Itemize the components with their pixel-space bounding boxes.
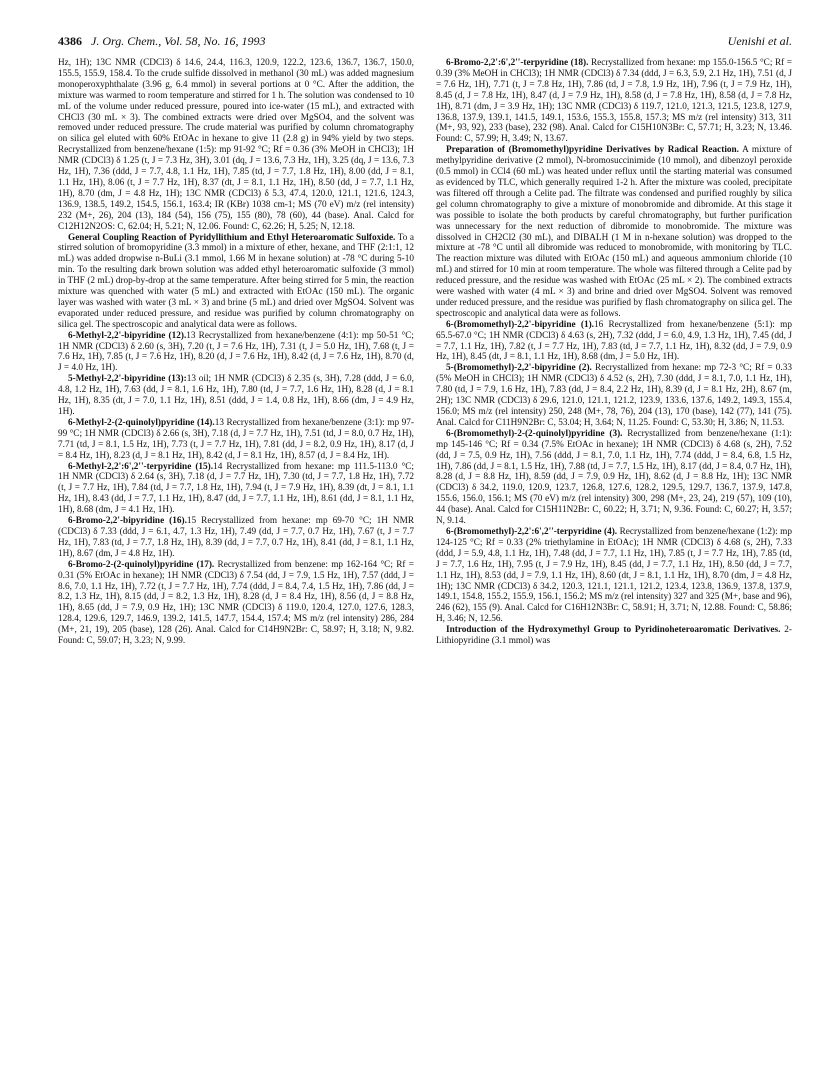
paragraph-heading: 6-Bromo-2-(2-quinolyl)pyridine (17). [68,559,215,570]
paragraph-text: 16 Recrystallized from hexane/benzene (5:1): mp 65.5-67.0 °C; 1H NMR (CDCl3) δ 4.63 (s, 2H), 7.32 (ddd, J = 6.0, 4.9, 1.3 Hz, 1H), 7.45 (dd, J = 7.7, 1.1 Hz, 1H), 7.82 (t, J = 7.7 Hz, 1H), 7.83 (td, J = 7.7, 1.1 Hz, 1H), 8.32 (dd, J = 7.9, 0.9 Hz, 1H), 8.45 (dt, J = 8.1, 1.1 Hz, 1H), 8.68 (dm, J = 5.0 Hz, 1H). [436,319,792,363]
paragraph-text: 2-Lithiopyridine (3.1 mmol) was [436,625,792,647]
paragraph-heading: 6-Bromo-2,2':6',2''-terpyridine (18). [446,58,589,68]
paragraph [436,145,792,320]
paragraph [58,58,414,233]
paragraph-heading: 5-Methyl-2,2'-bipyridine (13): [68,374,187,385]
paragraph-heading: Introduction of the Hydroxymethyl Group to Pyridinoheteroaromatic Derivatives. [446,625,781,636]
paragraph-heading: 6-Methyl-2,2'-bipyridine (12). [68,330,187,341]
running-authors: Uenishi et al. [727,34,792,48]
journal-citation: J. Org. Chem., Vol. 58, No. 16, 1993 [91,34,266,48]
paragraph-heading: 6-(Bromomethyl)-2,2':6',2''-terpyridine (4). [446,526,618,537]
paragraph [436,363,792,428]
paragraph-text: Recrystallized from hexane: mp 72-3 °C; Rf = 0.33 (5% MeOH in CHCl3); 1H NMR (CDCl3) δ 4.52 (s, 2H), 7.30 (ddd, J = 8.1, 7.0, 1.1 Hz, 1H), 7.80 (td, J = 7.9, 1.6 Hz, 1H), 7.83 (dd, J = 8.4, 2.2 Hz, 1H), 8.39 (d, J = 8.1 Hz, 2H), 8.67 (m, 2H); 13C NMR (CDCl3) δ 29.6, 121.0, 121.1, 121.2, 123.9, 133.6, 137.6, 149.2, 149.3, 155.4, 156.0; MS m/z (rel intensity) 250, 248 (M+, 78, 76), 204 (13), 170 (base), 142 (77), 141 (75). Anal. Calcd for C11H9N2Br: C, 53.04; H, 3.64; N, 11.25. Found: C, 53.30; H, 3.86; N, 11.53. [436,363,792,428]
right-column [436,58,792,647]
paragraph-text: To a stirred solution of bromopyridine (3.3 mmol) in a mixture of ether, hexane, and THF (2:1:1, 12 mL) was added dropwise n-BuLi (3.1 mmol, 1.66 M in hexane solution) at -78 °C during 5-10 min. To the resulting dark brown solution was added ethyl heteroaromatic sulfoxide (3 mmol) in THF (2 mL) drop-by-drop at the same temperature. After being stirred for 5 min, the reaction mixture was quenched with water (5 mL) and extracted with EtOAc (150 mL). The organic layer was washed with water (3 mL × 3) and brine (5 mL) and dried over MgSO4. Solvent was evaporated under reduced pressure, and residue was purified by column chromatography on silica gel. The spectroscopic and analytical data were as follows. [58,232,414,330]
paragraph-text: Hz, 1H); 13C NMR (CDCl3) δ 14.6, 24.4, 116.3, 120.9, 122.2, 123.6, 136.7, 136.7, 150.0, 155.5, 155.9, 158.4. To the crude sulfide dissolved in methanol (30 mL) was added magnesium monoperoxyphthalate (3.96 g, 6.4 mmol) in several portions at 0 °C. After the addition, the mixture was warmed to room temperature and stirred for 1 h. The solution was condensed to 10 mL of the volume under reduced pressure, poured into ice-water (15 mL), and extracted with CHCl3 (30 mL × 3). The combined extracts were dried over MgSO4, and the solvent was removed under reduced pressure. The crude material was purified by column chromatography on silica gel eluted with 60% EtOAc in hexane to give 11 (2.8 g) in 94% yield by two steps. Recrystallized from benzene/hexane (1:5): mp 91-92 °C; Rf = 0.36 (3% MeOH in CHCl3); 1H NMR (CDCl3) δ 1.25 (t, J = 7.3 Hz, 3H), 3.01 (dq, J = 13.6, 7.3 Hz, 1H), 3.25 (dq, J = 13.6, 7.3 Hz, 1H), 7.36 (ddd, J = 7.7, 4.8, 1.1 Hz, 1H), 7.85 (td, J = 7.7, 1.8 Hz, 1H), 8.00 (dd, J = 8.1, 1.1 Hz, 1H), 8.06 (t, J = 7.7 Hz, 1H), 8.37 (dt, J = 8.1, 1.1 Hz, 1H), 8.50 (dd, J = 7.7, 1.1 Hz, 1H), 8.70 (dm, J = 4.8 Hz, 1H); 13C NMR (CDCl3) δ 5.3, 47.4, 120.0, 121.1, 121.6, 124.3, 136.9, 138.5, 149.2, 154.5, 156.1, 163.4; IR (KBr) 1038 cm-1; MS (70 eV) m/z (rel intensity) 232 (M+, 26), 204 (13), 184 (54), 156 (75), 155 (80), 78 (60), 44 (base). Anal. Calcd for C12H12N2OS: C, 62.04; H, 5.21; N, 12.06. Found: C, 62.26; H, 5.25; N, 12.18. [58,58,414,232]
paragraph-heading: 6-(Bromomethyl)-2-(2-quinolyl)pyridine (3). [446,428,623,439]
paragraph [58,233,414,331]
paragraph [436,527,792,625]
paragraph-heading: 6-Methyl-2-(2-quinolyl)pyridine (14). [68,417,215,428]
paragraph-heading: 5-(Bromomethyl)-2,2'-bipyridine (2). [446,363,592,374]
paragraph [58,462,414,517]
paragraph-text: 13 oil; 1H NMR (CDCl3) δ 2.35 (s, 3H), 7.28 (ddd, J = 6.0, 4.8, 1.2 Hz, 1H), 7.63 (dd, J = 8.1, 1.6 Hz, 1H), 7.80 (td, J = 7.7, 1.6 Hz, 1H), 8.28 (d, J = 8.1 Hz, 1H), 8.35 (dt, J = 7.0, 1.1 Hz, 1H), 8.51 (ddd, J = 1.4, 0.8 Hz, 1H), 8.66 (dm, J = 4.9 Hz, 1H). [58,374,414,417]
paragraph-text: Recrystallized from hexane: mp 155.0-156.5 °C; Rf = 0.39 (3% MeOH in CHCl3); 1H NMR (CDCl3) δ 7.34 (ddd, J = 6.3, 5.9, 2.1 Hz, 1H), 7.51 (d, J = 7.6 Hz, 1H), 7.71 (t, J = 7.8 Hz, 1H), 7.86 (td, J = 7.8, 1.9 Hz, 1H), 7.96 (t, J = 7.9 Hz, 1H), 8.45 (d, J = 7.8 Hz, 1H), 8.47 (d, J = 7.9 Hz, 1H), 8.58 (d, J = 7.8 Hz, 1H), 8.58 (d, J = 7.8 Hz, 1H), 8.71 (dm, J = 3.9 Hz, 1H); 13C NMR (CDCl3) δ 119.7, 121.0, 121.3, 121.5, 123.8, 127.9, 136.8, 137.9, 139.1, 141.5, 149.1, 153.6, 155.3, 155.8, 157.3; MS m/z (rel intensity) 313, 311 (M+, 93, 92), 233 (base), 232 (98). Anal. Calcd for C15H10N3Br: C, 57.71; H, 3.23; N, 13.46. Found: C, 57.99; H, 3.49; N, 13.67. [436,58,792,145]
paragraph [58,516,414,560]
paragraph-text: Recrystallized from benzene/hexane (1:2): mp 124-125 °C; Rf = 0.33 (2% triethylamine in EtOAc); 1H NMR (CDCl3) δ 4.68 (s, 2H), 7.33 (ddd, J = 5.9, 4.8, 1.1 Hz, 1H), 7.48 (dd, J = 7.7, 1.1 Hz, 1H), 7.85 (t, J = 7.7 Hz, 1H), 7.85 (td, J = 7.7, 1.6 Hz, 1H), 7.95 (t, J = 7.9 Hz, 1H), 8.45 (dd, J = 7.7, 1.1 Hz, 1H), 8.50 (dd, J = 7.7, 1.1 Hz, 1H), 8.53 (dd, J = 7.9, 1.1 Hz, 1H), 8.60 (dt, J = 8.1, 1.1 Hz, 1H), 8.70 (dm, J = 4.8 Hz, 1H); 13C NMR (CDCl3) δ 34.2, 120.3, 121.1, 121.1, 121.2, 123.4, 123.8, 136.9, 137.8, 137.9, 149.1, 154.8, 155.2, 155.9, 156.1, 156.2; MS m/z (rel intensity) 327 and 325 (M+, base and 96), 246 (62), 155 (9). Anal. Calcd for C16H12N3Br: C, 58.91; H, 3.71; N, 12.88. Found: C, 58.86; H, 3.46; N, 12.56. [436,526,792,625]
paragraph [436,320,792,364]
paragraph [436,58,792,145]
paragraph-heading: Preparation of (Bromomethyl)pyridine Derivatives by Radical Reaction. [446,145,739,156]
page-number: 4386 [58,34,82,48]
paragraph [58,331,414,375]
paragraph-text: 13 Recrystallized from hexane/benzene (3:1): mp 97-99 °C; 1H NMR (CDCl3) δ 2.66 (s, 3H), 7.18 (d, J = 7.7 Hz, 1H), 7.51 (td, J = 8.0, 0.7 Hz, 1H), 7.71 (td, J = 8.1, 1.5 Hz, 1H), 7.73 (t, J = 7.7 Hz, 1H), 7.81 (dd, J = 8.2, 0.9 Hz, 1H), 8.17 (d, J = 8.4 Hz, 1H), 8.23 (d, J = 8.1 Hz, 1H), 8.42 (d, J = 8.1 Hz, 1H), 8.57 (d, J = 8.4 Hz, 1H). [58,417,414,461]
paragraph-text: 14 Recrystallized from hexane: mp 111.5-113.0 °C; 1H NMR (CDCl3) δ 2.64 (s, 3H), 7.18 (d, J = 7.7 Hz, 1H), 7.30 (td, J = 7.7, 1.8 Hz, 1H), 7.72 (t, J = 7.7 Hz, 1H), 7.84 (td, J = 7.7, 1.8 Hz, 1H), 7.94 (t, J = 7.9 Hz, 1H), 8.39 (dt, J = 8.1, 1.1 Hz, 1H), 8.43 (dd, J = 7.7, 1.1 Hz, 1H), 8.47 (dd, J = 7.7, 1.1 Hz, 1H), 8.61 (dd, J = 8.1, 1.1 Hz, 1H), 8.68 (dm, J = 4.1 Hz, 1H). [58,461,415,516]
paragraph [58,560,414,647]
paragraph [58,374,414,418]
paragraph [436,625,792,647]
paragraph-heading: General Coupling Reaction of Pyridyllithium and Ethyl Heteroaromatic Sulfoxide. [68,232,396,243]
paragraph-text: 15 Recrystallized from hexane: mp 69-70 °C; 1H NMR (CDCl3) δ 7.33 (ddd, J = 6.1, 4.7, 1.3 Hz, 1H), 7.49 (dd, J = 7.7, 0.7 Hz, 1H), 7.67 (t, J = 7.7 Hz, 1H), 7.83 (td, J = 7.7, 1.8 Hz, 1H), 8.39 (dd, J = 7.7, 0.7 Hz, 1H), 8.41 (dd, J = 8.1, 1.1 Hz, 1H), 8.67 (dm, J = 4.8 Hz, 1H). [58,516,414,559]
paragraph-text: A mixture of methylpyridine derivative (2 mmol), N-bromosuccinimide (10 mmol), and dibenzoyl peroxide (0.5 mmol) in CCl4 (60 mL) was heated under reflux until the starting material was consumed as evidenced by TLC, which generally required 1-2 h. After the mixture was cooled, precipitate was filtered off through a Celite pad. The filtrate was condensed and purified roughly by silica gel column chromatography to give a mixture of monobromide and dibromide. At this stage it was possible to isolate the both products by careful chromatography, but further purification was unnecessary for the next reduction of dibromide to monobromide. The mixture was dissolved in CH2Cl2 (30 mL), and DIBALH (1 M in n-hexane solution) was dropped to the mixture at -78 °C until all dibromide was reduced to monobromide, with monitoring by TLC. The reaction mixture was diluted with EtOAc (150 mL) and aqueous ammonium chloride (10 mL) and stirred for 10 min at room temperature. The whole was filtered through a Celite pad by reduced pressure, and the residue was washed with EtOAc (25 mL × 2). The combined extracts were washed with water (4 mL × 3) and brine and dried over MgSO4. Solvent was removed under reduced pressure, and the residue was purified by flash chromatography on silica gel. The spectroscopic and analytical data were as follows. [436,145,793,319]
paragraph-text: 13 Recrystallized from hexane/benzene (4:1): mp 50-51 °C; 1H NMR (CDCl3) δ 2.60 (s, 3H), 7.20 (t, J = 7.6 Hz, 1H), 7.31 (t, J = 5.0 Hz, 1H), 7.68 (t, J = 7.6 Hz, 1H), 7.85 (t, J = 7.6 Hz, 1H), 8.20 (d, J = 7.6 Hz, 1H), 8.42 (d, J = 7.6 Hz, 1H), 8.70 (d, J = 4.0 Hz, 1H). [58,330,414,374]
paragraph-heading: 6-(Bromomethyl)-2,2'-bipyridine (1). [446,319,594,330]
paragraph-text: Recrystallized from benzene: mp 162-164 °C; Rf = 0.31 (5% EtOAc in hexane); 1H NMR (CDCl3) δ 7.54 (dd, J = 7.9, 1.5 Hz, 1H), 7.57 (ddd, J = 8.6, 7.0, 1.1 Hz, 1H), 7.72 (t, J = 7.7 Hz, 1H), 7.74 (ddd, J = 8.4, 7.4, 1.5 Hz, 1H), 7.86 (dd, J = 8.2, 1.3 Hz, 1H), 8.15 (dd, J = 8.2, 1.3 Hz, 1H), 8.28 (d, J = 8.4 Hz, 1H), 8.56 (d, J = 8.8 Hz, 1H), 8.65 (dd, J = 7.9, 0.9 Hz, 1H); 13C NMR (CDCl3) δ 119.0, 120.4, 127.0, 127.6, 128.3, 128.4, 129.6, 129.7, 146.9, 139.2, 141.5, 147.7, 154.4, 157.4; MS m/z (rel intensity) 286, 284 (M+, 21, 19), 205 (base), 128 (26). Anal. Calcd for C14H9N2Br: C, 58.97; H, 3.18; N, 9.82. Found: C, 59.07; H, 3.23; N, 9.99. [58,559,414,647]
paragraph [58,418,414,462]
left-column [58,58,414,647]
running-header [58,34,792,50]
paragraph-text: Recrystallized from benzene/hexane (1:1): mp 145-146 °C; Rf = 0.34 (7.5% EtOAc in hexane); 1H NMR (CDCl3) δ 4.68 (s, 2H), 7.52 (dd, J = 7.5, 0.9 Hz, 1H), 7.56 (ddd, J = 8.1, 7.0, 1.1 Hz, 1H), 7.74 (ddd, J = 8.4, 6.8, 1.5 Hz, 1H), 7.86 (dd, J = 8.1, 1.5 Hz, 1H), 7.88 (td, J = 7.7, 1.5 Hz, 1H), 8.17 (dd, J = 8.4, 0.7 Hz, 1H), 8.28 (d, J = 8.8 Hz, 1H), 8.59 (dd, J = 7.9, 0.9 Hz, 1H), 8.62 (d, J = 8.8 Hz, 1H); 13C NMR (CDCl3) δ 34.2, 119.0, 120.9, 123.7, 126.8, 127.6, 128.2, 129.5, 129.7, 136.7, 137.9, 147.8, 155.6, 156.0, 156.1; MS (70 eV) m/z (rel intensity) 300, 298 (M+, 23, 24), 219 (57), 109 (10), 44 (base). Anal. Calcd for C15H11N2Br: C, 60.22; H, 3.71; N, 9.36. Found: C, 60.27; H, 3.57; N, 9.14. [436,428,792,527]
paragraph-heading: 6-Methyl-2,2':6',2''-terpyridine (15). [68,461,214,472]
paragraph-heading: 6-Bromo-2,2'-bipyridine (16). [68,516,187,527]
paragraph [436,429,792,527]
